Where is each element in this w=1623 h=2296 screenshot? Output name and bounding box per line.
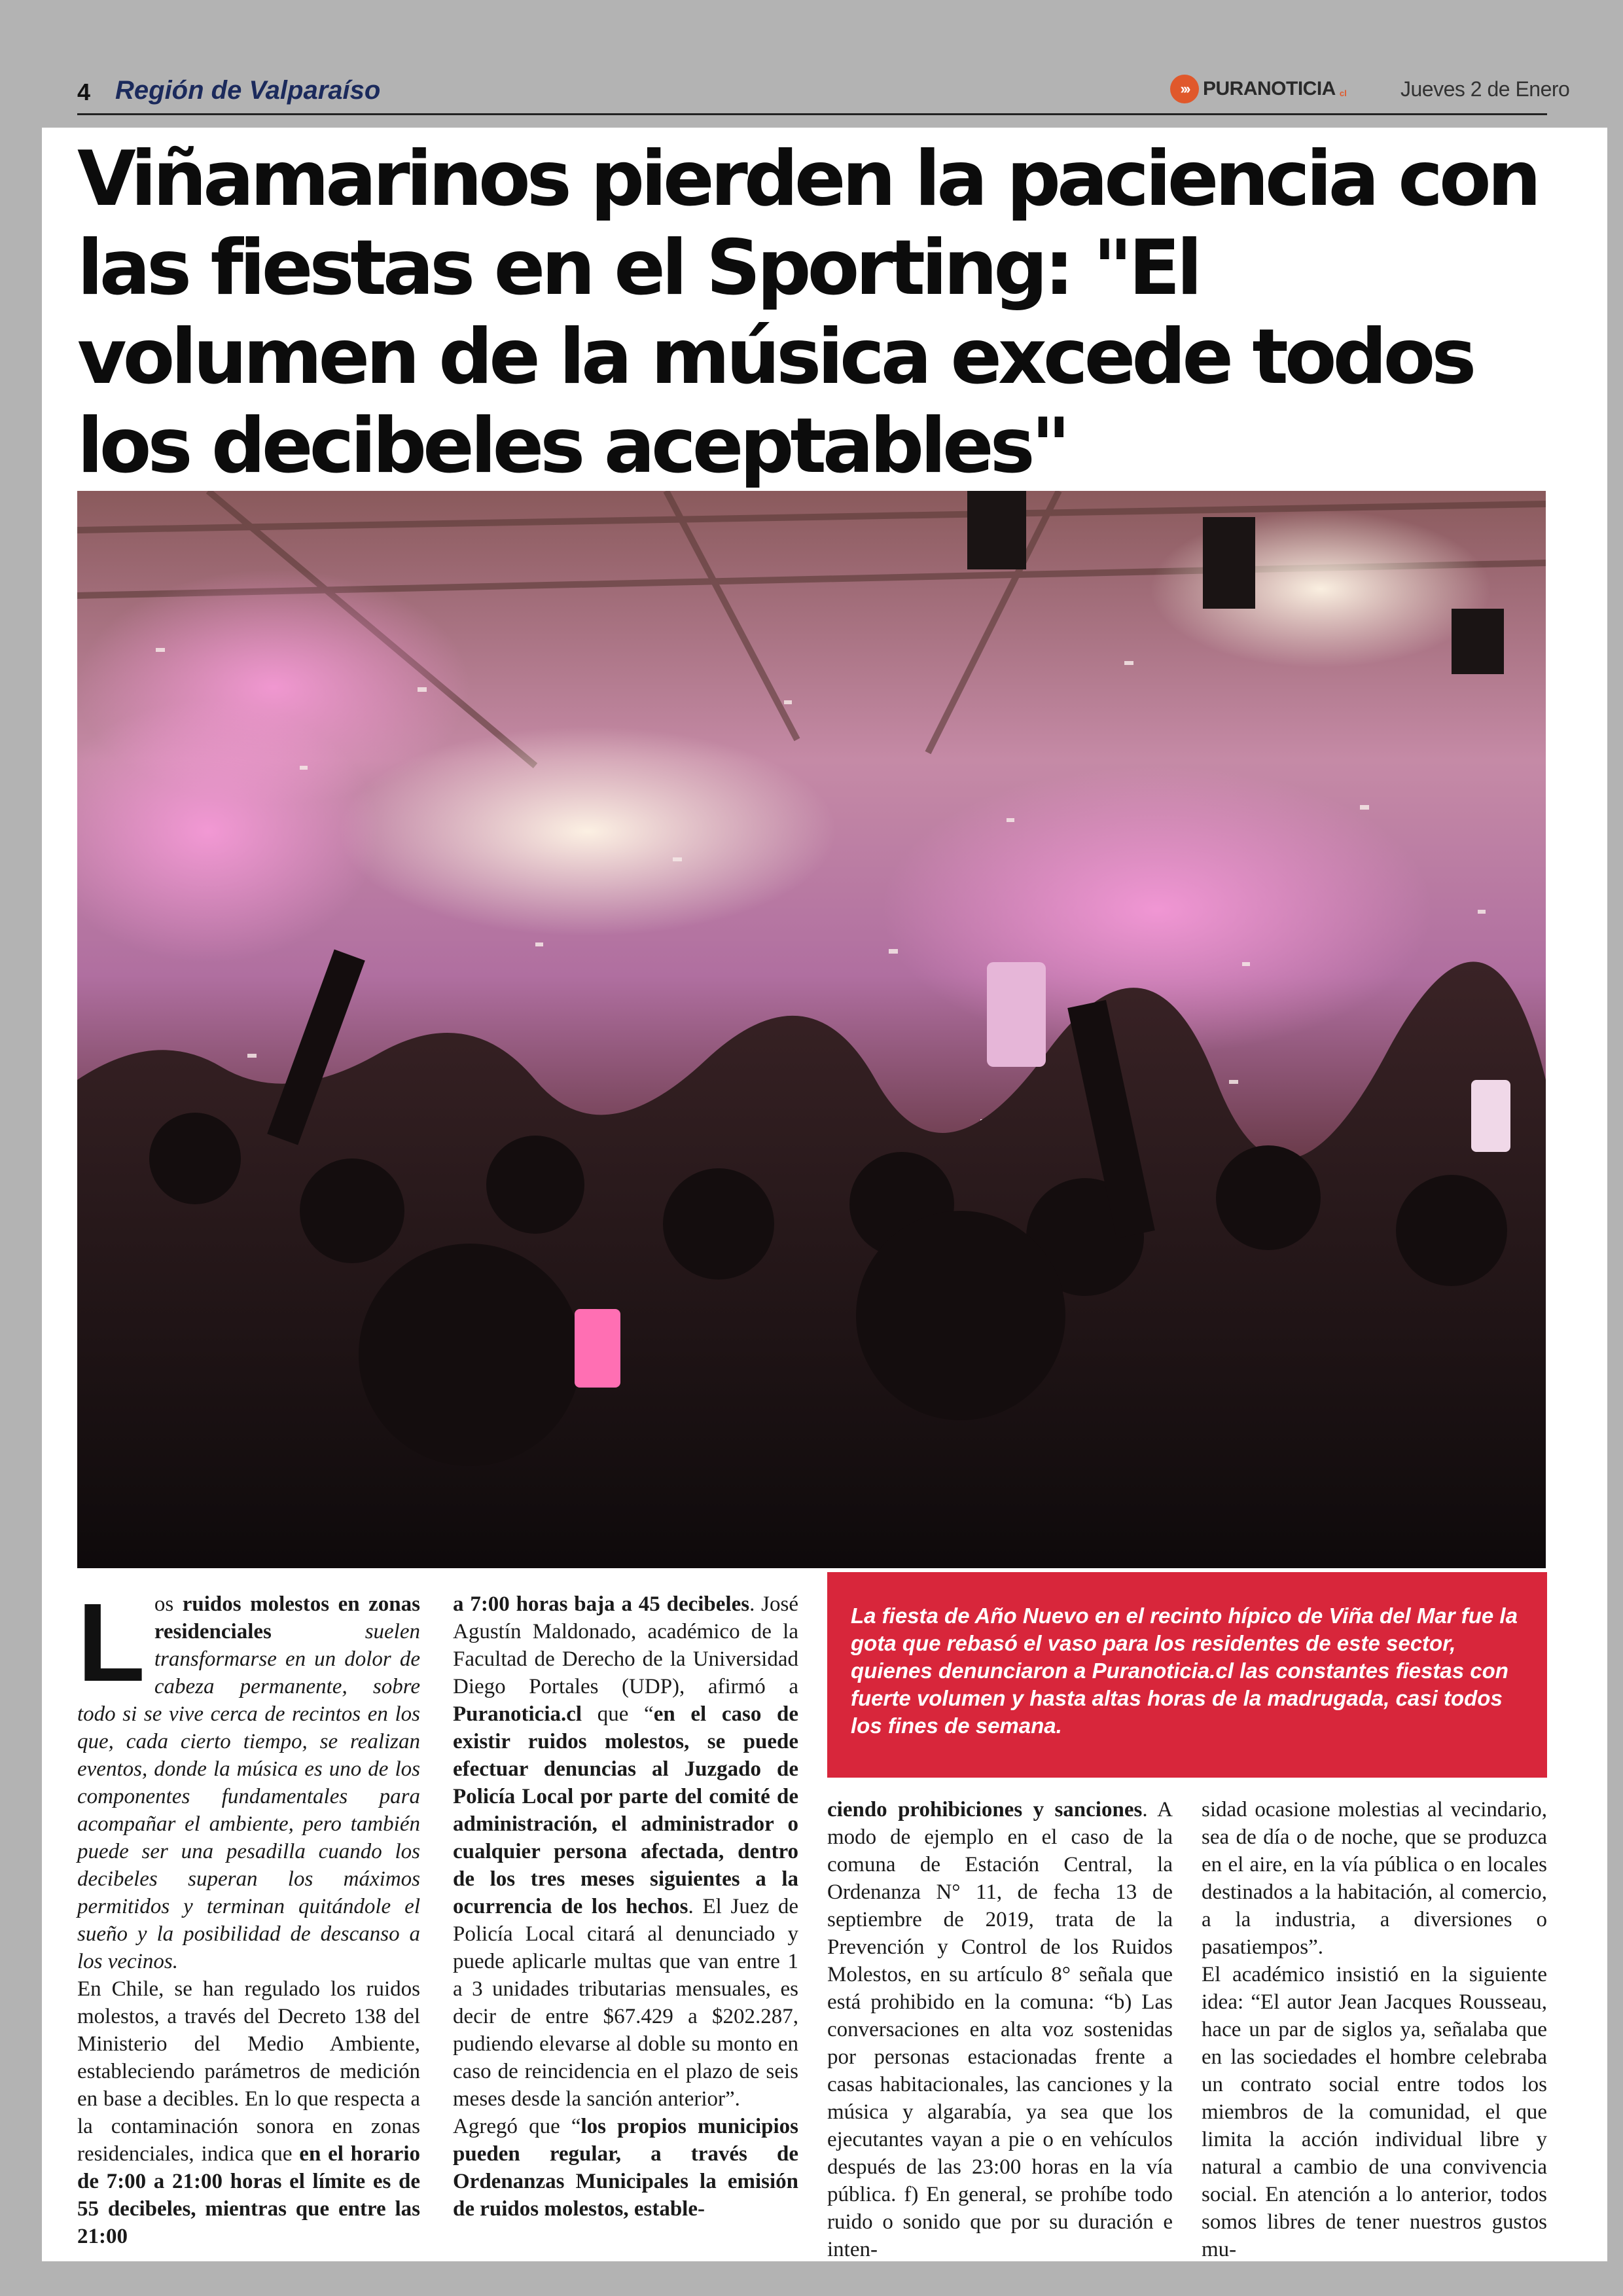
party-scene-illustration — [77, 491, 1546, 1568]
col3-text-a: . A modo de ejemplo en el caso de la comuna de Estación Central, la Ordenanza N° 11, de fecha 13 de septiembre de 2019, trata de la Prevención y Control de los Ruidos Molestos, en su artículo 8° señala que está prohibido en la comuna: “b) Las conversaciones en alta voz sostenidas por personas estacionadas frente a casas habitacionales, las canciones y la música y algarabía, ya sea que los ejecutantes vayan a pie o en vehículos después de las 23:00 horas en la vía pública. f) En general, se prohíbe todo ruido o sonido que por su duración e inten- — [827, 1798, 1173, 2261]
section-title: Región de Valparaíso — [115, 76, 381, 105]
col1-bold-b: en el horario de 7:00 a 21:00 horas el límite es de 55 decibeles, mientras que entre las 21:00 — [77, 2142, 420, 2248]
body-column-2 — [453, 1590, 798, 2223]
col2-source-link: Puranoticia.cl — [453, 1702, 582, 1726]
logo-suffix: cl — [1339, 88, 1347, 98]
col2-text-b: que “ — [582, 1702, 654, 1726]
col2-text-a: . José Agustín Maldonado, académico de la Facultad de Derecho de la Universidad Diego Portales (UDP), afirmó a — [453, 1592, 798, 1698]
body-column-1 — [77, 1581, 420, 2250]
page-number: 4 — [77, 79, 91, 105]
issue-date: Jueves 2 de Enero — [1400, 77, 1570, 101]
logo-text: PURANOTICIA — [1203, 78, 1336, 99]
phone-screen — [987, 962, 1046, 1067]
col1-bold-a: ruidos molestos en zonas residenciales — [154, 1592, 420, 1643]
col4-para1: sidad ocasione molestias al vecindario, sea de día o de noche, que se produzca en el aire, en la vía pública o en locales destinados a la habitación, al comercio, a la industria, a diversiones o pasatiempos”. — [1202, 1798, 1547, 1959]
col2-text-c: . El Juez de Policía Local citará al denunciado y puede aplicarle multas que van entre 1 a 3 unidades tributarias mensuales, es decir de entre $67.429 a $202.287, pudiendo elevarse al doble su monto en caso de reincidencia en el plazo de seis meses desde la sanción anterior”. — [453, 1895, 798, 2111]
puranoticia-logo — [1170, 75, 1347, 103]
header-divider — [77, 113, 1547, 115]
body-column-4 — [1202, 1796, 1547, 2263]
col2-bold-c: los propios municipios pueden regular, a través de Ordenanzas Municipales la emisión de ruidos molestos, estable- — [453, 2115, 798, 2221]
headline: Viñamarinos pierden la paciencia con las fiestas en el Sporting: "El volumen de la música excede todos los decibeles aceptables" — [77, 135, 1538, 490]
drop-cap: L — [77, 1581, 145, 1705]
col3-bold-a: ciendo prohibiciones y sanciones — [827, 1798, 1143, 1821]
col1-text-b: suelen transformarse en un dolor de cabeza permanente, sobre todo si se vive cerca de recintos en los que, cada cierto tiempo, se realizan eventos, donde la música es uno de los componentes fundamentales para acompañar el ambiente, pero también puede ser una pesadilla cuando los decibeles superan los máximos permitidos y terminan quitándole el sueño y la posibilidad de descanso a los vecinos. — [77, 1620, 420, 1973]
photo-caption-box — [827, 1572, 1547, 1778]
col4-para2: El académico insistió en la siguiente idea: “El autor Jean Jacques Rousseau, hace un par de siglos ya, señalaba que en las sociedades el hombre celebraba un contrato social entre todos los miembros de la comunidad, el que limita la acción individual libre y natural a cambio de una convivencia social. En atención a lo anterior, todos somos libres de tener nuestros gustos mu- — [1202, 1963, 1547, 2261]
col2-bold-a: a 7:00 horas baja a 45 decibeles — [453, 1592, 750, 1616]
play-arrows-icon: ››› — [1170, 75, 1199, 103]
col1-para2: En Chile, se han regulado los ruidos molestos, a través del Decreto 138 del Ministerio del Medio Ambiente, estableciendo parámetros de medición en base a decibles. En lo que respecta a la contaminación sonora en zonas residenciales, indica que — [77, 1977, 420, 2166]
col2-bold-b: en el caso de existir ruidos molestos, se puede efectuar denuncias al Juzgado de Policía Local por parte del comité de administración, el administrador o cualquier persona afectada, dentro de los tres meses siguientes a la ocurrencia de los hechos — [453, 1702, 799, 1918]
col1-text-a: os — [154, 1592, 183, 1616]
body-column-3 — [827, 1796, 1173, 2263]
col2-text-d: Agregó que “ — [453, 2115, 581, 2138]
crowd-photo — [77, 491, 1546, 1568]
photo-caption: La fiesta de Año Nuevo en el recinto hípico de Viña del Mar fue la gota que rebasó el vaso para los residentes de este sector, quienes denunciaron a Puranoticia.cl las constantes fiestas con fuerte volumen y hasta altas horas de la madrugada, casi todos los fines de semana. — [851, 1604, 1518, 1738]
